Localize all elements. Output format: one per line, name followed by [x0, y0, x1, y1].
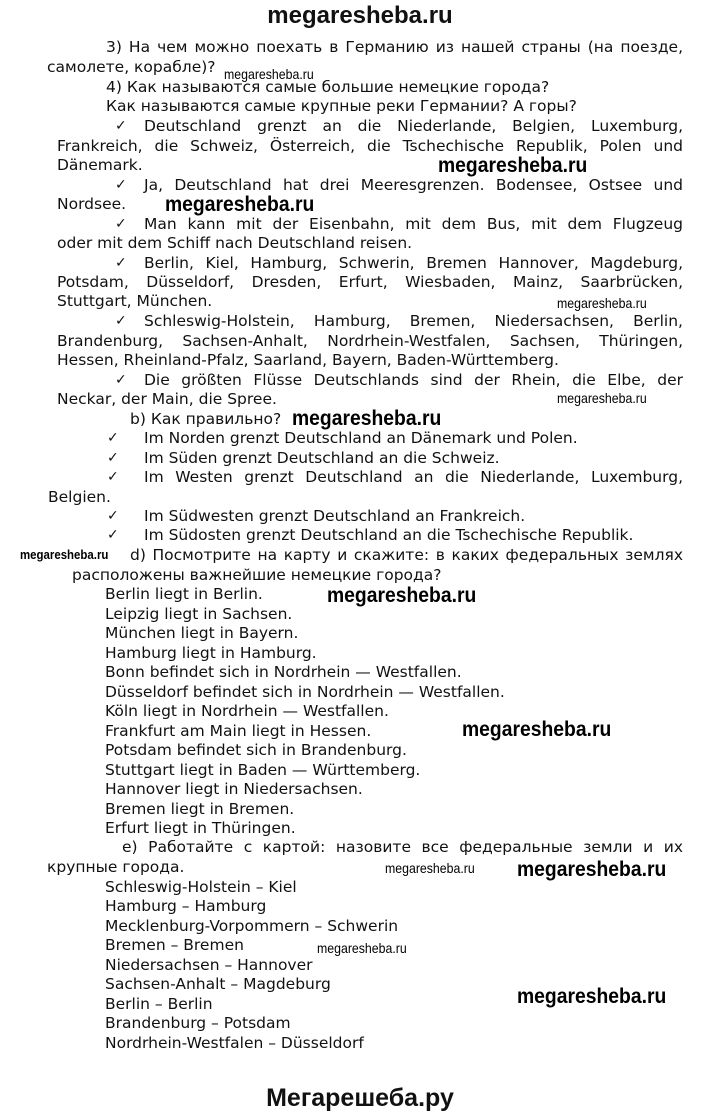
text-line: Hannover liegt in Niedersachsen. — [105, 780, 363, 798]
text-line: Köln liegt in Nordrhein — Westfallen. — [105, 702, 389, 720]
check-icon: ✓ — [107, 508, 119, 524]
watermark: megaresheba.ru — [224, 66, 314, 82]
text-line: Hessen, Rheinland-Pfalz, Saarland, Bayern, Baden-Württemberg. — [57, 351, 559, 369]
check-icon: ✓ — [115, 313, 127, 329]
text-line: Stuttgart liegt in Baden — Württemberg. — [105, 761, 421, 779]
text-line: Düsseldorf befindet sich in Nordrhein — Westfallen. — [105, 683, 505, 701]
watermark: megaresheba.ru — [557, 295, 647, 311]
text-line: Mecklenburg-Vorpommern – Schwerin — [105, 917, 399, 935]
text-line: Im Südosten grenzt Deutschland an die Tschechische Republik. — [144, 526, 634, 544]
text-line: München liegt in Bayern. — [105, 624, 299, 642]
text-line: Man kann mit der Eisenbahn, mit dem Bus, mit dem Flugzeug — [144, 215, 683, 233]
check-icon: ✓ — [115, 118, 127, 134]
text-line: Berlin liegt in Berlin. — [105, 585, 263, 603]
text-line: Im Norden grenzt Deutschland an Dänemark und Polen. — [144, 429, 578, 447]
check-icon: ✓ — [107, 450, 119, 466]
text-line: Hamburg liegt in Hamburg. — [105, 644, 317, 662]
watermark: megaresheba.ru — [20, 547, 109, 562]
text-line: Bremen liegt in Bremen. — [105, 800, 295, 818]
watermark: megaresheba.ru — [317, 940, 407, 956]
watermark: megaresheba.ru — [165, 193, 315, 216]
site-footer: Мегарешеба.ру — [266, 1084, 454, 1112]
text-line: Potsdam befindet sich in Brandenburg. — [105, 741, 407, 759]
text-line: Nordrhein-Westfalen – Düsseldorf — [105, 1034, 364, 1052]
text-line: Leipzig liegt in Sachsen. — [105, 605, 293, 623]
text-line: Im Westen grenzt Deutschland an die Niederlande, Luxemburg, — [144, 468, 683, 486]
text-line: e) Работайте с картой: назовите все федеральные земли и их — [122, 838, 683, 856]
text-line: Schleswig-Holstein – Kiel — [105, 878, 297, 896]
check-icon: ✓ — [115, 372, 127, 388]
check-icon: ✓ — [107, 527, 119, 543]
text-line: Nordsee. — [57, 195, 127, 213]
check-icon: ✓ — [115, 216, 127, 232]
text-line: Frankreich, die Schweiz, Österreich, die Tschechische Republik, Polen und — [57, 137, 683, 155]
text-line: Frankfurt am Main liegt in Hessen. — [105, 722, 372, 740]
text-line: Belgien. — [48, 488, 111, 506]
text-line: расположены важнейшие немецкие города? — [72, 566, 442, 584]
text-line: Im Süden grenzt Deutschland an die Schweiz. — [144, 449, 500, 467]
watermark: megaresheba.ru — [385, 860, 475, 876]
text-line: Stuttgart, München. — [57, 292, 213, 310]
watermark: megaresheba.ru — [292, 407, 442, 430]
text-line: Im Südwesten grenzt Deutschland an Frankreich. — [144, 507, 526, 525]
site-header: megaresheba.ru — [267, 2, 453, 29]
text-line: Bonn befindet sich in Nordrhein — Westfallen. — [105, 663, 462, 681]
text-line: Niedersachsen – Hannover — [105, 956, 313, 974]
text-line: Sachsen-Anhalt – Magdeburg — [105, 975, 331, 993]
text-line: Ja, Deutschland hat drei Meeresgrenzen. Bodensee, Ostsee und — [144, 176, 683, 194]
text-line: Schleswig-Holstein, Hamburg, Bremen, Niedersachsen, Berlin, — [144, 312, 683, 330]
text-line: 4) Как называются самые большие немецкие города? — [106, 78, 550, 96]
text-line: Как называются самые крупные реки Германии? А горы? — [106, 97, 577, 115]
text-line: Die größten Flüsse Deutschlands sind der Rhein, die Elbe, der — [144, 371, 683, 389]
check-icon: ✓ — [115, 255, 127, 271]
watermark: megaresheba.ru — [327, 584, 477, 607]
text-line: Potsdam, Düsseldorf, Dresden, Erfurt, Wiesbaden, Mainz, Saarbrücken, — [57, 273, 683, 291]
text-line: Dänemark. — [57, 156, 143, 174]
check-icon: ✓ — [107, 430, 119, 446]
text-line: самолете, корабле)? — [47, 58, 216, 76]
text-line: d) Посмотрите на карту и скажите: в каких федеральных землях — [130, 546, 683, 564]
text-line: b) Как правильно? — [130, 410, 282, 428]
text-line: Berlin – Berlin — [105, 995, 213, 1013]
text-line: Bremen – Bremen — [105, 936, 244, 954]
text-line: Brandenburg – Potsdam — [105, 1014, 291, 1032]
watermark: megaresheba.ru — [517, 858, 667, 881]
text-line: Brandenburg, Sachsen-Anhalt, Nordrhein-Westfalen, Sachsen, Thüringen, — [57, 332, 683, 350]
text-line: крупные города. — [47, 858, 185, 876]
text-line: Berlin, Kiel, Hamburg, Schwerin, Bremen Hannover, Magdeburg, — [144, 254, 683, 272]
watermark: megaresheba.ru — [517, 985, 667, 1008]
watermark: megaresheba.ru — [438, 154, 588, 177]
watermark: megaresheba.ru — [462, 718, 612, 741]
check-icon: ✓ — [107, 469, 119, 485]
text-line: Hamburg – Hamburg — [105, 897, 267, 915]
text-line: Deutschland grenzt an die Niederlande, Belgien, Luxemburg, — [144, 117, 683, 135]
text-line: 3) На чем можно поехать в Германию из нашей страны (на поезде, — [106, 38, 683, 56]
text-line: oder mit dem Schiff nach Deutschland reisen. — [57, 234, 413, 252]
watermark: megaresheba.ru — [557, 390, 647, 406]
text-line: Neckar, der Main, die Spree. — [57, 390, 277, 408]
check-icon: ✓ — [115, 177, 127, 193]
text-line: Erfurt liegt in Thüringen. — [105, 819, 296, 837]
